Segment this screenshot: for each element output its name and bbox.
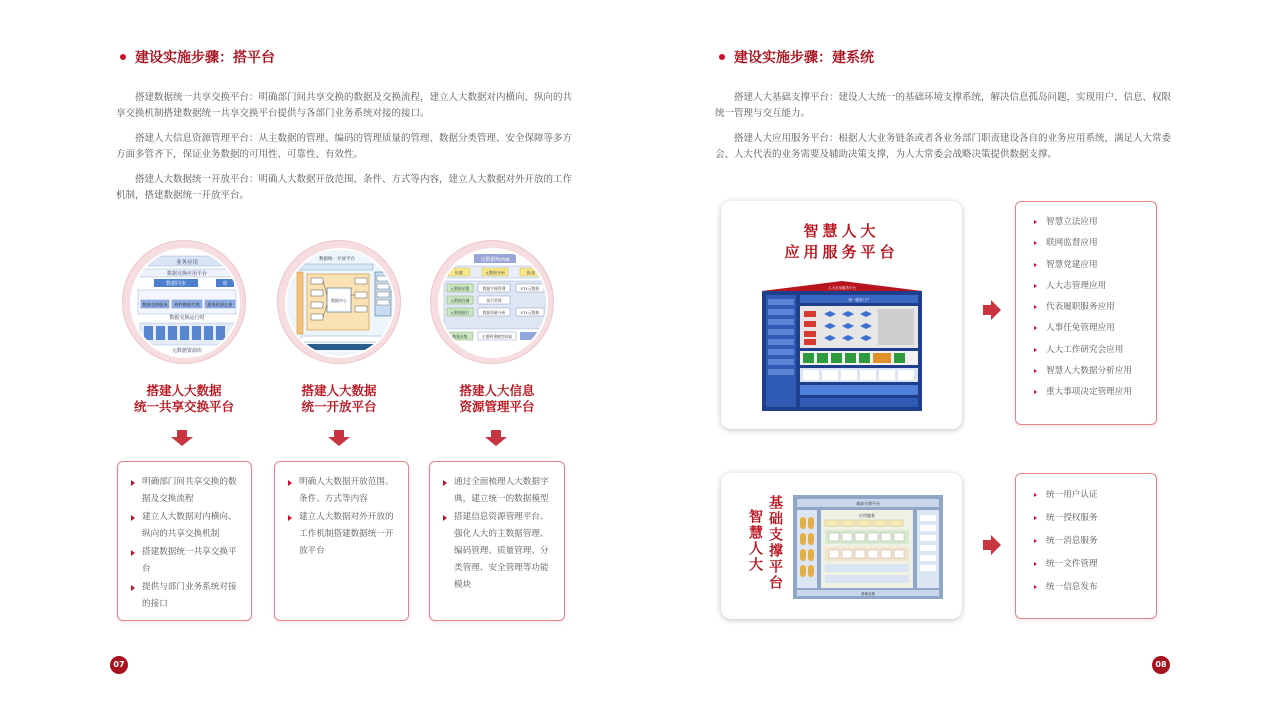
diagram-label: 数据中心 bbox=[331, 298, 347, 303]
bullet-dot-icon bbox=[120, 54, 126, 60]
exchange-platform-diagram bbox=[130, 248, 240, 358]
diagram-label: 报表 bbox=[527, 270, 535, 275]
base-platform-card bbox=[721, 473, 962, 619]
diagram-label: 统一服务门户 bbox=[848, 298, 870, 302]
base-platform-diagram bbox=[793, 495, 943, 599]
right-arrow-icon bbox=[983, 300, 1001, 320]
diagram-label: 单 bbox=[222, 281, 228, 287]
base-platform-title-line2: 基础支撑平台 bbox=[767, 495, 783, 591]
section-title-build-platform bbox=[120, 47, 275, 67]
list-item: 联网监督应用 bbox=[1032, 233, 1146, 254]
app-platform-title bbox=[721, 221, 962, 263]
diagram-label: ETL元数据 bbox=[520, 310, 540, 315]
page-number: 08 bbox=[1152, 656, 1170, 674]
list-item: 人大工作研究会应用 bbox=[1032, 340, 1146, 361]
exchange-platform-diagram-circle bbox=[122, 240, 246, 364]
list-item: 统一文件管理 bbox=[1032, 553, 1146, 576]
title-line: 统一共享交换平台 bbox=[133, 399, 234, 414]
diagram-label: 数据字典管理 bbox=[482, 286, 506, 291]
resource-platform-diagram bbox=[438, 248, 548, 358]
diagram-label: 服务资源注册 bbox=[207, 302, 233, 307]
diagram-label: 元数据分析 bbox=[485, 270, 505, 275]
paragraph-open-platform: 搭建人大数据统一开放平台：明确人大数据开放范围、条件、方式等内容，建立人大数据对外开放的工作机制，搭建数据统一开放平台。 bbox=[116, 174, 573, 201]
diagram-label: 主题构建模型获取 bbox=[481, 334, 513, 339]
diagram-label: 执行管理 bbox=[486, 298, 502, 303]
title-line: 搭建人大数据 bbox=[146, 383, 222, 398]
exchange-platform-bullets bbox=[117, 461, 252, 621]
title-line: 资源管理平台 bbox=[459, 399, 535, 414]
bullet-dot-icon bbox=[719, 54, 725, 60]
list-item: 人事任免管理应用 bbox=[1032, 318, 1146, 339]
diagram-label: 数据交换应用平台 bbox=[166, 271, 208, 277]
diagram-label: 元数据采集 bbox=[450, 286, 470, 291]
list-item: 重大事项决定管理应用 bbox=[1032, 382, 1146, 403]
diagram-label: 元数据资源库 bbox=[171, 348, 203, 354]
section-title-text: 建设实施步骤：搭平台 bbox=[135, 50, 275, 66]
list-item: 明确人大数据开放范围、条件、方式等内容 bbox=[287, 474, 398, 508]
list-item: 明确部门间共享交换的数据及交换流程 bbox=[130, 474, 241, 508]
paragraph-resource-platform: 搭建人大信息资源管理平台：从主数据的管理、编码的管理质量的管理、数据分类管理、安全保障等多方方面多管齐下，保证业务数据的可用性、可靠性、有效性。 bbox=[116, 133, 573, 160]
page-number: 07 bbox=[110, 656, 128, 674]
open-platform-diagram bbox=[285, 248, 395, 358]
list-item: 智慧人大数据分析应用 bbox=[1032, 361, 1146, 382]
exchange-platform-title bbox=[109, 383, 259, 415]
diagram-label: 应用服务 bbox=[859, 513, 875, 518]
list-item: 统一用户认证 bbox=[1032, 484, 1146, 507]
diagram-label: 元数据接口 bbox=[450, 310, 470, 315]
diagram-label: 数据同步 bbox=[165, 281, 187, 287]
resource-platform-title bbox=[422, 383, 572, 415]
diagram-label: 数据质量分析 bbox=[482, 310, 506, 315]
base-platform-title-line1: 智慧人大 bbox=[747, 509, 763, 573]
paragraph-base-platform: 搭建人大基础支撑平台：建设人大统一的基础环境支撑系统，解决信息孤岛问题，实现用户、信息、权限统一管理与交互能力。 bbox=[715, 92, 1172, 119]
title-line: 搭建人大数据 bbox=[301, 383, 377, 398]
diagram-label: 元数据存储 bbox=[450, 298, 470, 303]
title-line: 应用服务平台 bbox=[784, 243, 899, 261]
diagram-label: 数据统一开放平台 bbox=[319, 257, 355, 262]
list-item: 通过全面梳理人大数据字典，建立统一的数据模型 bbox=[442, 474, 554, 508]
list-item: 统一信息发布 bbox=[1032, 576, 1146, 599]
diagram-label: 数据交换运行时 bbox=[169, 315, 205, 321]
title-line: 搭建人大信息 bbox=[459, 383, 535, 398]
base-platform-list bbox=[1015, 473, 1157, 619]
list-item: 统一授权服务 bbox=[1032, 507, 1146, 530]
app-platform-diagram bbox=[762, 281, 922, 411]
resource-platform-diagram-circle bbox=[430, 240, 554, 364]
diagram-label: 业务应用 bbox=[175, 260, 199, 266]
app-platform-list bbox=[1015, 201, 1157, 425]
list-item: 搭建信息资源管理平台、强化人大的主数据管理、编码管理、质量管理、分类管理、安全管理等功能模块 bbox=[442, 509, 554, 594]
section-title-build-system bbox=[719, 47, 874, 67]
list-item: 智慧党建应用 bbox=[1032, 255, 1146, 276]
paragraph-exchange-platform: 搭建数据统一共享交换平台：明确部门间共享交换的数据及交换流程，建立人大数据对内横向、纵向的共享交换机制搭建数据统一共享交换平台提供与各部门业务系统对接的接口。 bbox=[116, 92, 573, 119]
app-platform-card bbox=[721, 201, 962, 429]
list-item: 搭建数据统一共享交换平台 bbox=[130, 544, 241, 578]
list-item: 代表履职服务应用 bbox=[1032, 297, 1146, 318]
diagram-label: 基础设施 bbox=[861, 592, 875, 596]
open-platform-diagram-circle bbox=[277, 240, 401, 364]
diagram-label: 元数据Portal bbox=[480, 257, 510, 263]
right-arrow-icon bbox=[983, 535, 1001, 555]
title-line: 统一开放平台 bbox=[301, 399, 377, 414]
open-platform-bullets bbox=[274, 461, 409, 621]
diagram-label: 数据采集 bbox=[452, 334, 468, 339]
section-title-text: 建设实施步骤：建系统 bbox=[734, 50, 874, 66]
resource-platform-bullets bbox=[429, 461, 565, 621]
diagram-label: 数据交换服务 bbox=[142, 302, 168, 307]
list-item: 统一消息服务 bbox=[1032, 530, 1146, 553]
list-item: 建立人大数据对内横向、纵向的共享交换机制 bbox=[130, 509, 241, 543]
paragraph-app-platform: 搭建人大应用服务平台：根据人大业务链条或者各业务部门职责建设各自的业务应用系统，满足人大常委会、人大代表的业务需要及辅助决策支撑，为人大常委会战略决策提供数据支撑。 bbox=[715, 133, 1172, 160]
right-page bbox=[640, 0, 1280, 720]
list-item: 提供与部门业务系统对接的接口 bbox=[130, 579, 241, 613]
diagram-label: 基础支撑平台 bbox=[856, 501, 880, 506]
list-item: 人大志管理应用 bbox=[1032, 276, 1146, 297]
diagram-label: 人大应用服务平台 bbox=[828, 286, 856, 290]
diagram-label: ETL元数据 bbox=[520, 286, 540, 291]
list-item: 智慧立法应用 bbox=[1032, 212, 1146, 233]
title-line: 智慧人大 bbox=[803, 222, 880, 240]
open-platform-title bbox=[264, 383, 414, 415]
diagram-label: 构件模板代理 bbox=[174, 302, 200, 307]
list-item: 建立人大数据对外开放的工作机制搭建数据统一开放平台 bbox=[287, 509, 398, 560]
diagram-label: 检索 bbox=[455, 270, 463, 275]
